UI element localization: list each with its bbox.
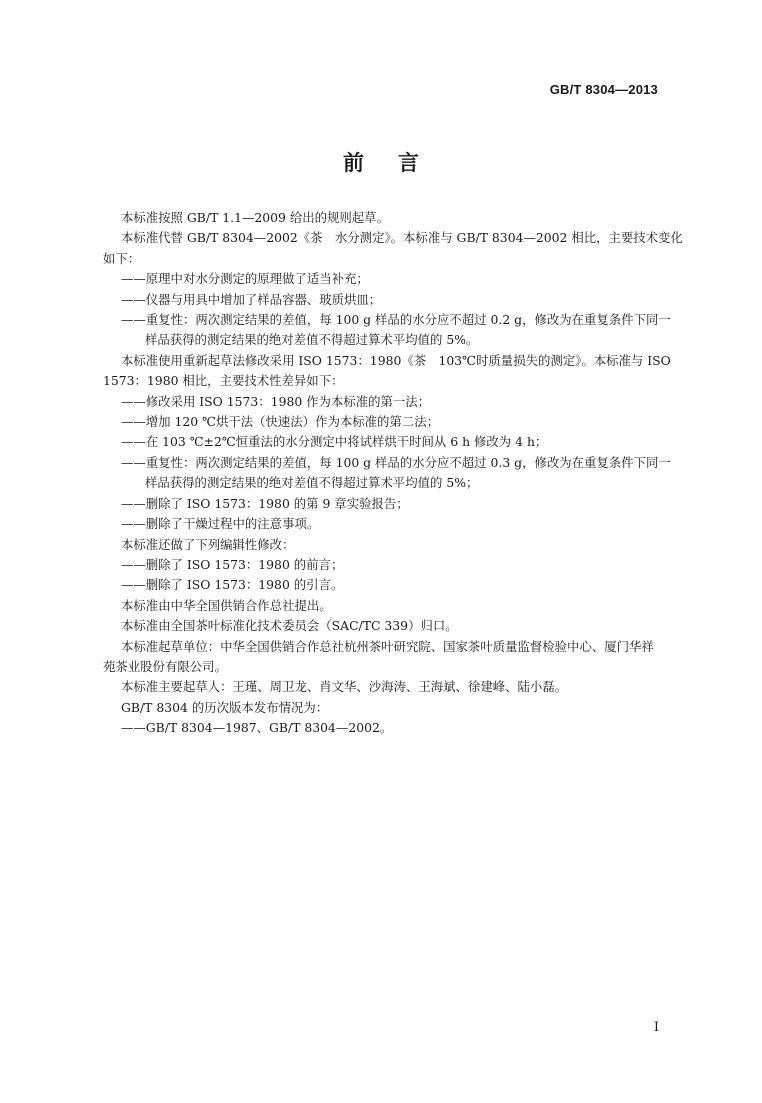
list-item: ——仪器与用具中增加了样品容器、玻质烘皿； xyxy=(121,291,382,307)
paragraph: 本标准由中华全国供销合作总社提出。 xyxy=(121,597,332,613)
paragraph: GB/T 8304 的历次版本发布情况为： xyxy=(121,699,329,715)
foreword-body xyxy=(103,208,687,739)
list-item: ——增加 120 ℃烘干法（快速法）作为本标准的第二法； xyxy=(121,414,439,430)
paragraph: 如下： xyxy=(103,250,141,266)
paragraph: 本标准使用重新起草法修改采用 ISO 1573：1980《茶 103℃时质量损失的测定》。本标准与 ISO xyxy=(121,352,671,368)
list-item: ——重复性：两次测定结果的差值，每 100 g 样品的水分应不超过 0.3 g，修改为在重复条件下同一 xyxy=(121,454,671,470)
paragraph: 本标准主要起草人：王瑾、周卫龙、肖文华、沙海涛、王海斌、徐建峰、陆小磊。 xyxy=(121,679,568,695)
list-item: ——GB/T 8304—1987、GB/T 8304—2002。 xyxy=(121,720,393,736)
page-number: I xyxy=(653,1020,659,1035)
paragraph: 本标准还做了下列编辑性修改： xyxy=(121,536,295,552)
paragraph: 本标准起草单位：中华全国供销合作总社杭州茶叶研究院、国家茶叶质量监督检验中心、厦门华祥 xyxy=(121,638,654,654)
list-item: ——删除了 ISO 1573：1980 的引言。 xyxy=(121,577,344,593)
paragraph: 苑茶业股份有限公司。 xyxy=(103,658,227,674)
list-item: 样品获得的测定结果的绝对差值不得超过算术平均值的 5%。 xyxy=(145,332,479,348)
paragraph: 本标准由全国茶叶标准化技术委员会（SAC/TC 339）归口。 xyxy=(121,618,458,634)
paragraph: 本标准代替 GB/T 8304—2002《茶 水分测定》。本标准与 GB/T 8304—2002 相比，主要技术变化 xyxy=(121,230,683,246)
page-title: 前言 xyxy=(343,151,453,175)
list-item: ——原理中对水分测定的原理做了适当补充； xyxy=(121,271,369,287)
list-item: ——删除了 ISO 1573：1980 的前言； xyxy=(121,556,344,572)
list-item: ——重复性：两次测定结果的差值，每 100 g 样品的水分应不超过 0.2 g，修改为在重复条件下同一 xyxy=(121,312,671,328)
paragraph: 1573：1980 相比，主要技术性差异如下： xyxy=(103,373,344,389)
list-item: ——修改采用 ISO 1573：1980 作为本标准的第一法； xyxy=(121,393,431,409)
paragraph: 本标准按照 GB/T 1.1—2009 给出的规则起草。 xyxy=(121,210,389,225)
list-item: ——在 103 ℃±2℃恒重法的水分测定中将试样烘干时间从 6 h 修改为 4 h； xyxy=(121,434,548,450)
list-item: 样品获得的测定结果的绝对差值不得超过算术平均值的 5%； xyxy=(145,475,479,491)
standard-code: GB/T 8304—2013 xyxy=(549,82,658,97)
list-item: ——删除了干燥过程中的注意事项。 xyxy=(121,516,320,532)
list-item: ——删除了 ISO 1573：1980 的第 9 章实验报告； xyxy=(121,495,409,511)
